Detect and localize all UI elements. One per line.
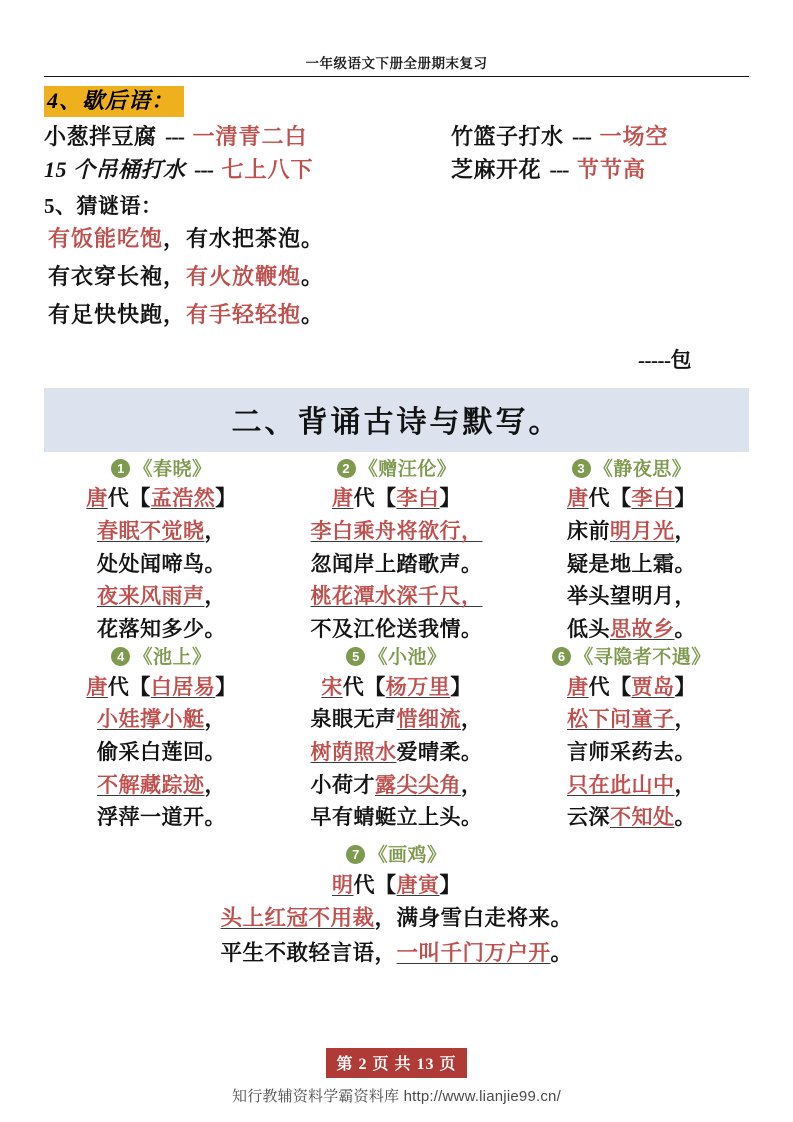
- poem-verse-segment: 惜细流: [396, 707, 461, 732]
- poem-title: [281, 458, 512, 483]
- poem-5: [279, 646, 514, 834]
- poem-verse-line: [516, 703, 747, 736]
- poem-number-badge: 2: [337, 459, 356, 478]
- poem-dynasty: 唐: [567, 674, 589, 699]
- poem-verse-segment: ，: [204, 772, 226, 797]
- poem-verse-line: [46, 548, 277, 581]
- poem-dynasty: 明: [332, 872, 354, 897]
- footer-site-credit: 知行教辅资料学霸资料库 http://www.lianjie99.cn/: [232, 1088, 561, 1105]
- poem-dynasty: 唐: [567, 486, 589, 511]
- riddle-separator: ，: [163, 301, 187, 327]
- poem-verse-line: [46, 580, 277, 613]
- poem-verse-segment: 只在此山中: [567, 772, 675, 797]
- poem-verse-line: [516, 548, 747, 581]
- section-5: [44, 190, 749, 373]
- riddle-clause: 有火放鞭炮: [186, 264, 302, 290]
- poem-bracket-close: 】: [450, 674, 472, 699]
- xiehouyu-question: 15 个吊桶打水: [44, 157, 186, 183]
- poem-bracket-close: 】: [674, 486, 696, 511]
- poem-verse-line: [46, 515, 277, 548]
- poem-verse-segment: 疑是地上霜。: [567, 551, 696, 576]
- xiehouyu-answer: 一清青二白: [192, 123, 308, 149]
- riddle-clause: 有手轻轻抱: [186, 301, 302, 327]
- poem-dynasty: 宋: [321, 674, 343, 699]
- poem-verse-segment: 低头: [567, 617, 610, 642]
- poem-attribution: [46, 870, 747, 902]
- poem-title: [281, 646, 512, 671]
- xiehouyu-grid: [44, 121, 749, 187]
- poem-verse-segment: 小娃撑小艇: [97, 707, 205, 732]
- poem-verse-segment: 床前: [567, 518, 610, 543]
- poems-area: [44, 458, 749, 970]
- section-2-banner: [44, 388, 749, 452]
- poem-author: 李白: [631, 486, 675, 511]
- poem-attribution: [46, 483, 277, 515]
- xiehouyu-item: [44, 121, 439, 153]
- poem-title: [46, 458, 277, 483]
- xiehouyu-dash: ---: [160, 123, 189, 149]
- riddle-period: 。: [301, 264, 325, 290]
- riddle-clause: 有水把茶泡: [186, 226, 302, 252]
- riddle-separator: ，: [163, 226, 187, 252]
- poem-verse-line: [281, 801, 512, 834]
- poem-verse-line: [46, 736, 277, 769]
- poem-verse-segment: 平生不敢轻言语，: [220, 940, 397, 965]
- riddle-separator: ，: [163, 264, 187, 290]
- poem-verse-segment: ，: [674, 518, 696, 543]
- poem-verse-segment: ，: [674, 707, 696, 732]
- xiehouyu-question: 小葱拌豆腐: [44, 123, 157, 149]
- poem-verse-segment: 泉眼无声: [310, 707, 397, 732]
- xiehouyu-answer: 七上八下: [221, 157, 314, 183]
- poem-verse-segment: 一叫千门万户开: [396, 940, 551, 965]
- poem-verse-line: [46, 703, 277, 736]
- running-header: [44, 0, 749, 73]
- poem-verse-segment: 不及江伦送我情。: [310, 617, 483, 642]
- poem-title-text: 《池上》: [133, 646, 212, 668]
- poem-verse-segment: 松下问童子: [567, 707, 675, 732]
- riddle-period: 。: [301, 301, 325, 327]
- xiehouyu-dash: ---: [189, 157, 218, 183]
- page-number-badge: 第 2 页 共 13 页: [326, 1048, 466, 1078]
- poem-dynasty-suffix: 代【: [353, 486, 397, 511]
- xiehouyu-item: [439, 154, 749, 186]
- xiehouyu-question: 竹篮子打水: [451, 123, 564, 149]
- poem-verse-segment: ，: [461, 707, 483, 732]
- poem-attribution: [516, 672, 747, 704]
- riddle-clause: 有衣穿长袍: [48, 264, 164, 290]
- xiehouyu-item: [439, 121, 749, 153]
- poem-dynasty: 唐: [332, 486, 354, 511]
- poem-attribution: [281, 672, 512, 704]
- poem-verse-segment: 。: [674, 805, 696, 830]
- poem-dynasty: 唐: [86, 674, 108, 699]
- poem-verse-line: [281, 580, 512, 613]
- poem-6: [514, 646, 749, 834]
- section-4-heading: 4、歇后语：: [44, 86, 184, 117]
- poem-title-text: 《画鸡》: [368, 845, 447, 867]
- poem-verse-line: [46, 801, 277, 834]
- poem-verse-segment: ，: [674, 772, 696, 797]
- poem-7: [44, 844, 749, 970]
- poem-verse-segment: 李白乘舟将欲行，: [310, 518, 483, 543]
- xiehouyu-question: 芝麻开花: [451, 157, 542, 183]
- poem-verse-line: [516, 801, 747, 834]
- poem-verse-line: [46, 936, 747, 970]
- poem-verse-segment: 夜来风雨声: [97, 584, 205, 609]
- xiehouyu-answer: 节节高: [577, 157, 647, 183]
- section-2-banner-title: 二、背诵古诗与默写。: [231, 405, 562, 439]
- poem-bracket-close: 】: [439, 872, 461, 897]
- poem-verse-line: [516, 613, 747, 646]
- poem-verse-segment: ，: [204, 707, 226, 732]
- section-4: [44, 77, 749, 186]
- poem-title-text: 《赠汪伦》: [358, 458, 457, 480]
- poem-verse-segment: ，满身雪白走将来。: [374, 906, 573, 931]
- riddle-clause: 有足快快跑: [48, 301, 164, 327]
- poem-verse-segment: 。: [674, 617, 696, 642]
- section-5-heading: 5、猜谜语：: [44, 194, 163, 219]
- riddle-clause: 有饭能吃饱: [48, 226, 164, 252]
- poem-number-badge: 4: [111, 647, 130, 666]
- xiehouyu-dash: ---: [567, 123, 596, 149]
- poem-number-badge: 3: [572, 459, 591, 478]
- poem-verse-segment: 。: [550, 940, 573, 965]
- poem-dynasty-suffix: 代【: [342, 674, 386, 699]
- xiehouyu-dash: ---: [545, 157, 573, 183]
- poem-title-text: 《静夜思》: [593, 458, 692, 480]
- poem-attribution: [281, 483, 512, 515]
- poem-title: [516, 646, 747, 671]
- poem-number-badge: 1: [111, 459, 130, 478]
- poem-verse-segment: 处处闻啼鸟。: [97, 551, 226, 576]
- poem-author: 唐寅: [396, 872, 440, 897]
- poem-4: [44, 646, 279, 834]
- riddle-line: [44, 258, 749, 296]
- poem-verse-line: [46, 769, 277, 802]
- running-header-title: 一年级语文下册全册期末复习: [305, 56, 488, 71]
- poem-attribution: [46, 672, 277, 704]
- poem-bracket-close: 】: [674, 674, 696, 699]
- poem-verse-line: [46, 613, 277, 646]
- poem-grid: [44, 458, 749, 834]
- poem-verse-line: [281, 769, 512, 802]
- poem-verse-line: [516, 769, 747, 802]
- poem-verse-segment: 小荷才: [310, 772, 375, 797]
- poem-verse-segment: 春眠不觉晓: [97, 518, 205, 543]
- poem-author: 杨万里: [385, 674, 451, 699]
- riddle-lines: [44, 220, 749, 333]
- poem-number-badge: 7: [346, 845, 365, 864]
- poem-verse-line: [281, 736, 512, 769]
- poem-number-badge: 6: [552, 647, 571, 666]
- poem-bracket-close: 】: [215, 486, 237, 511]
- poem-verse-segment: 忽闻岸上踏歌声。: [310, 551, 483, 576]
- poem-2: [279, 458, 514, 646]
- poem-dynasty-suffix: 代【: [588, 674, 632, 699]
- poem-title-text: 《春晓》: [133, 458, 212, 480]
- poem-verse-segment: 思故乡: [610, 617, 675, 642]
- poem-verse-segment: 偷采白莲回。: [97, 739, 226, 764]
- poem-bracket-close: 】: [215, 674, 237, 699]
- poem-verse-segment: 言师采药去。: [567, 739, 696, 764]
- poem-verse-segment: 露尖尖角: [375, 772, 461, 797]
- riddle-period: 。: [301, 226, 325, 252]
- poem-verse-line: [281, 703, 512, 736]
- riddle-line: [44, 220, 749, 258]
- poem-verse-line: [516, 736, 747, 769]
- poem-dynasty-suffix: 代【: [107, 486, 151, 511]
- poem-verse-segment: 头上红冠不用裁: [220, 906, 375, 931]
- poem-verse-segment: 云深: [567, 805, 610, 830]
- page-footer: [0, 1048, 793, 1106]
- poem-dynasty-suffix: 代【: [107, 674, 151, 699]
- poem-bracket-close: 】: [439, 486, 461, 511]
- poem-author: 李白: [396, 486, 440, 511]
- poem-verse-segment: 花落知多少。: [97, 617, 226, 642]
- poem-number-badge: 5: [346, 647, 365, 666]
- poem-verse-segment: ，: [204, 584, 226, 609]
- document-body: [44, 77, 749, 374]
- poem-dynasty-suffix: 代【: [353, 872, 397, 897]
- poem-verse-segment: 早有蜻蜓立上头。: [310, 805, 483, 830]
- poem-7: [44, 844, 749, 970]
- poem-verse-line: [516, 515, 747, 548]
- poem-attribution: [516, 483, 747, 515]
- poem-title-text: 《小池》: [368, 646, 447, 668]
- xiehouyu-answer: 一场空: [599, 123, 669, 149]
- poem-verse-line: [281, 548, 512, 581]
- poem-title-text: 《寻隐者不遇》: [574, 646, 711, 668]
- poem-1: [44, 458, 279, 646]
- poem-title: [516, 458, 747, 483]
- poem-verse-segment: 树荫照水: [310, 739, 397, 764]
- riddle-line: [44, 296, 749, 334]
- poem-verse-line: [281, 515, 512, 548]
- poem-verse-segment: 举头望明月，: [567, 584, 696, 609]
- poem-verse-segment: 不知处: [610, 805, 675, 830]
- poem-verse-line: [516, 580, 747, 613]
- poem-verse-segment: 爱晴柔。: [396, 739, 483, 764]
- poem-verse-line: [46, 901, 747, 935]
- poem-verse-segment: ，: [204, 518, 226, 543]
- poem-author: 孟浩然: [150, 486, 216, 511]
- poem-3: [514, 458, 749, 646]
- poem-dynasty: 唐: [86, 486, 108, 511]
- poem-verse-segment: 浮萍一道开。: [97, 805, 226, 830]
- poem-title: [46, 646, 277, 671]
- poem-verse-segment: ，: [461, 772, 483, 797]
- poem-author: 白居易: [150, 674, 216, 699]
- poem-verse-line: [281, 613, 512, 646]
- poem-title: [46, 844, 747, 869]
- poem-dynasty-suffix: 代【: [588, 486, 632, 511]
- poem-verse-segment: 不解藏踪迹: [97, 772, 205, 797]
- riddle-answer-signature: -----包: [638, 347, 691, 372]
- xiehouyu-item: [44, 154, 439, 186]
- poem-author: 贾岛: [631, 674, 675, 699]
- poem-verse-segment: 明月光: [610, 518, 675, 543]
- poem-verse-segment: 桃花潭水深千尺，: [310, 584, 483, 609]
